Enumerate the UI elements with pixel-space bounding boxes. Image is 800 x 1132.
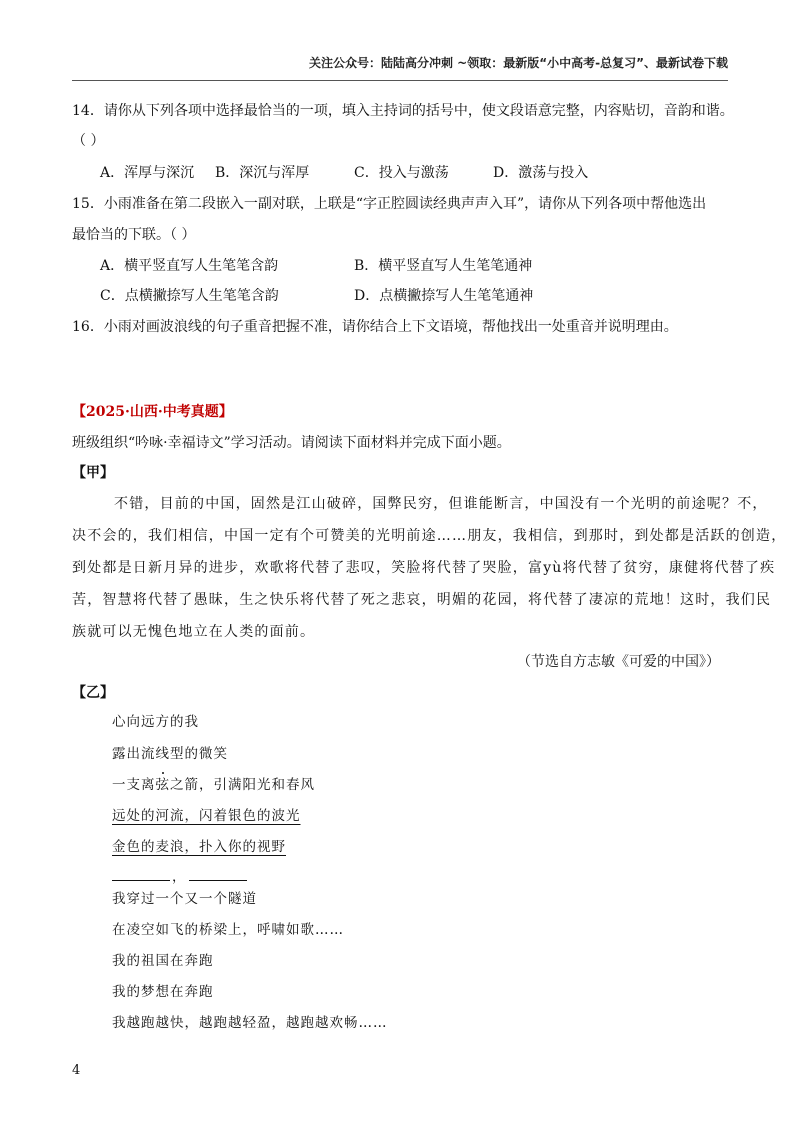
question-14-answer-paren: （ ） [72,133,105,149]
poem-line-8: 我的祖国在奔跑 [112,953,214,969]
question-14-option-b: B．深沉与浑厚 [215,165,310,181]
question-15-option-d: D．点横撇捺写人生笔笔通神 [354,288,534,304]
material-jia-line-2: 决不会的，我们相信，中国一定有个可赞美的光明前途……朋友，我相信，到那时，到处都是活跃的创造， [72,528,787,544]
poem-blank-line [112,866,247,887]
poem-line-7: 在凌空如飞的桥梁上，呼啸如歌…… [112,922,344,938]
section-intro: 班级组织“吟咏·幸福诗文”学习活动。请阅读下面材料并完成下面小题。 [72,435,511,451]
answer-blank-2[interactable] [189,866,247,881]
poem-line-2: 露出流线型的微笑 [112,746,228,762]
blank-comma: ， [172,869,187,885]
material-jia-line-3: 到处都是日新月异的进步，欢歌将代替了悲叹，笑脸将代替了哭脸，富yù将代替了贫穷，康健将代替了疾 [72,560,776,576]
question-15-option-a: A．横平竖直写人生笔笔含韵 [100,258,279,274]
poem-line-3-part2: 之箭，引满阳光和春风 [170,777,315,793]
poem-line-3 [112,775,315,795]
question-14-option-a: A．浑厚与深沉 [100,165,195,181]
material-yi-label: 【乙】 [72,685,114,701]
section-source-tag: 【2025·山西·中考真题】 [72,404,233,420]
question-14-option-c: C．投入与激荡 [354,165,449,181]
answer-blank-1[interactable] [112,866,170,881]
question-16-stem: 16．小雨对画波浪线的句子重音把握不准，请你结合上下文语境，帮他找出一处重音并说明理由。 [72,319,678,335]
question-15-option-b: B．横平竖直写人生笔笔通神 [354,258,533,274]
header-divider [72,80,728,81]
page-number: 4 [72,1063,81,1078]
question-14-stem: 14．请你从下列各项中选择最恰当的一项，填入主持词的括号中，使文段语意完整，内容贴切，音韵和谐。 [72,103,734,119]
emphasis-dot-char: 弦 [155,777,170,793]
poem-line-3-part1: 一支离 [112,777,156,793]
poem-line-6: 我穿过一个又一个隧道 [112,891,257,907]
material-jia-label: 【甲】 [72,465,114,481]
poem-line-9: 我的梦想在奔跑 [112,984,214,1000]
material-jia-line-4: 苦，智慧将代替了愚昧，生之快乐将代替了死之悲哀，明媚的花园，将代替了凄凉的荒地！这时，我们民 [72,592,772,608]
material-jia-line-5: 族就可以无愧色地立在人类的面前。 [72,624,316,640]
poem-line-4-wavy: 远处的河流，闪着银色的波光 [112,808,301,824]
material-jia-source: （节选自方志敏《可爱的中国》） [517,654,720,670]
poem-line-5-wavy: 金色的麦浪，扑入你的视野 [112,839,286,855]
poem-line-10: 我越跑越快，越跑越轻盈，越跑越欢畅…… [112,1015,388,1031]
material-jia-line-1: 不错，目前的中国，固然是江山破碎，国弊民穷，但谁能断言，中国没有一个光明的前途呢？不， [114,496,768,512]
poem-line-1: 心向远方的我 [112,714,199,730]
question-15-stem-line1: 15．小雨准备在第二段嵌入一副对联，上联是“字正腔圆读经典声声入耳”，请你从下列各项中帮他选出 [72,196,707,212]
question-14-option-d: D．激荡与投入 [493,165,589,181]
question-15-stem-line2: 最恰当的下联。（ ） [72,227,196,243]
question-15-option-c: C．点横撇捺写人生笔笔含韵 [100,288,279,304]
page-header: 关注公众号：陆陆高分冲刺 ~领取：最新版“小中高考-总复习”、最新试卷下载 [309,56,728,70]
